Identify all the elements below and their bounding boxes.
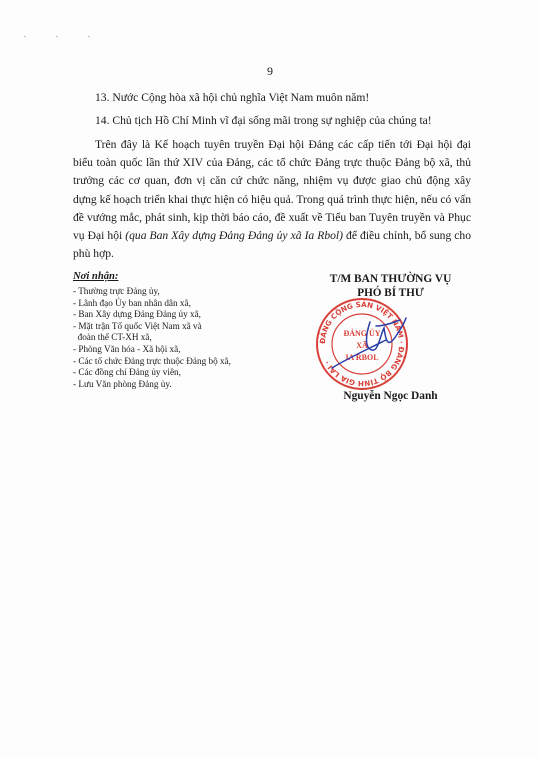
slogan-item-14: 14. Chủ tịch Hồ Chí Minh vĩ đại sống mãi trong sự nghiệp của chúng ta! [95,114,432,127]
recipient-item: - Thường trực Đảng ủy, [73,286,160,296]
closing-text-end: để điều chỉnh, bổ sung cho phù hợp. [73,229,472,261]
recipient-item: - Phòng Văn hóa - Xã hội xã, [73,343,181,354]
seal-center-top: ĐẢNG ỦY [343,329,381,338]
recipient-item: - Ban Xây dựng Đảng Đảng ủy xã, [73,309,201,320]
seal-center-mid: XÃ [356,341,368,350]
scan-marks: . . . [24,30,104,39]
signature-subtitle: PHÓ BÍ THƯ [357,287,424,299]
slogan-item-13: 13. Nước Cộng hòa xã hội chủ nghĩa Việt Nam muôn năm! [95,91,370,104]
official-seal [314,296,410,392]
closing-italic-note: (qua Ban Xây dựng Đảng Đảng ủy xã Ia Rbol) [125,229,344,243]
recipient-item: - Các đồng chí Đảng ủy viên, [73,367,181,378]
signer-name: Nguyễn Ngọc Danh [343,390,438,402]
recipients-title: Nơi nhận: [73,271,119,282]
recipients-list [73,286,231,390]
seal-center-bottom: IA RBOL [345,353,379,362]
recipient-item: - Lưu Văn phòng Đảng ủy. [73,378,172,389]
closing-text: Trên đây là Kế hoạch tuyên truyền Đại hội Đảng các cấp tiến tới Đại hội đại biểu toàn quốc lần thứ XIV của Đảng, các tổ chức Đảng trực thuộc Đảng bộ xã, thủ trưởng các cơ quan, đơn vị căn cứ chức năng, nhiệm vụ được giao chủ động xây dựng kế hoạch triển khai thực hiện có hiệu quả. Trong quá trình thực hiện, nếu có vấn đề vướng mắc, phát sinh, kịp thời báo cáo, đề xuất về Tiểu ban Tuyên truyền và Phục vụ Đại hội [73,138,471,243]
signature-title: T/M BAN THƯỜNG VỤ [329,273,452,285]
recipient-item: đoàn thể CT-XH xã, [73,332,152,343]
recipient-item: - Lãnh đạo Ủy ban nhân dân xã, [73,297,191,308]
page-number: 9 [267,64,273,78]
recipient-item: - Mặt trận Tổ quốc Việt Nam xã và [73,320,202,331]
seal-ring-text: ĐẢNG CỘNG SẢN VIỆT NAM · ĐẢNG BỘ TỈNH GIA LAI · [317,299,407,389]
recipient-item: - Các tổ chức Đảng trực thuộc Đảng bộ xã, [73,355,231,366]
closing-paragraph [73,136,471,263]
